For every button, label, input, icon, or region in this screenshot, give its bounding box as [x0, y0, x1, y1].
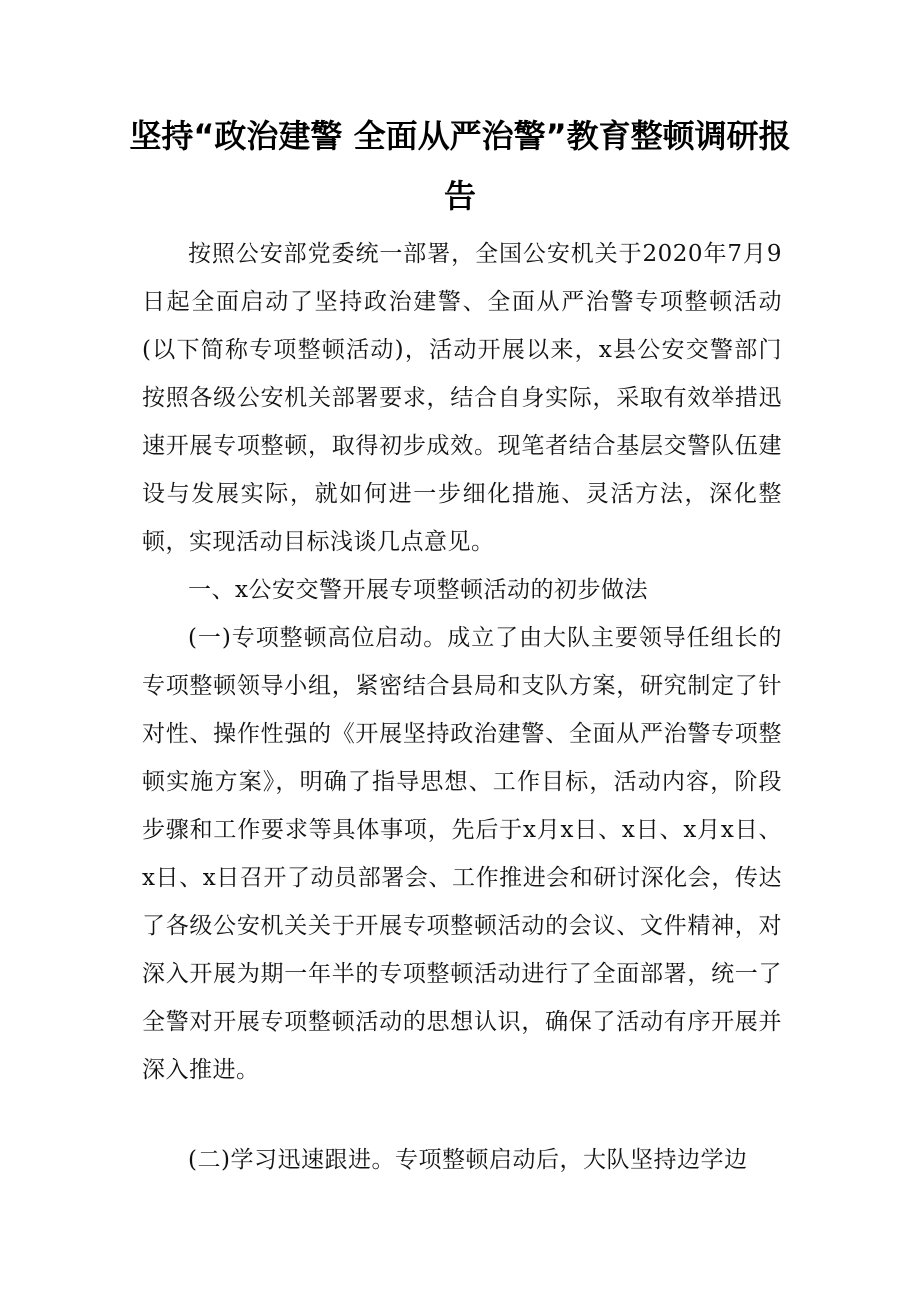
document-body: [142, 230, 782, 1094]
document-title: 坚持“政治建警 全面从严治警”教育整顿调研报告: [129, 117, 791, 215]
subsection-paragraph-2: (二)学习迅速跟进。专项整顿启动后，大队坚持边学边: [188, 1147, 748, 1173]
intro-paragraph: 按照公安部党委统一部署，全国公安机关于2020年7月9日起全面启动了坚持政治建警、全面从严治警专项整顿活动(以下简称专项整顿活动)，活动开展以来，x县公安交警部门按照各级公安机关部署要求，结合自身实际，采取有效举措迅速开展专项整顿，取得初步成效。现笔者结合基层交警队伍建设与发展实际，就如何进一步细化措施、灵活方法，深化整顿，实现活动目标浅谈几点意见。: [142, 241, 782, 555]
document-body-continued: [142, 1136, 782, 1184]
subsection-paragraph-1: (一)专项整顿高位启动。成立了由大队主要领导任组长的专项整顿领导小组，紧密结合县局和支队方案，研究制定了针对性、操作性强的《开展坚持政治建警、全面从严治警专项整顿实施方案》，明确了指导思想、工作目标，活动内容，阶段步骤和工作要求等具体事项，先后于x月x日、x日、x月x日、x日、x日召开了动员部署会、工作推进会和研讨深化会，传达了各级公安机关关于开展专项整顿活动的会议、文件精神，对深入开展为期一年半的专项整顿活动进行了全面部署，统一了全警对开展专项整顿活动的思想认识，确保了活动有序开展并深入推进。: [142, 625, 782, 1083]
section-heading: 一、x公安交警开展专项整顿活动的初步做法: [188, 577, 648, 603]
